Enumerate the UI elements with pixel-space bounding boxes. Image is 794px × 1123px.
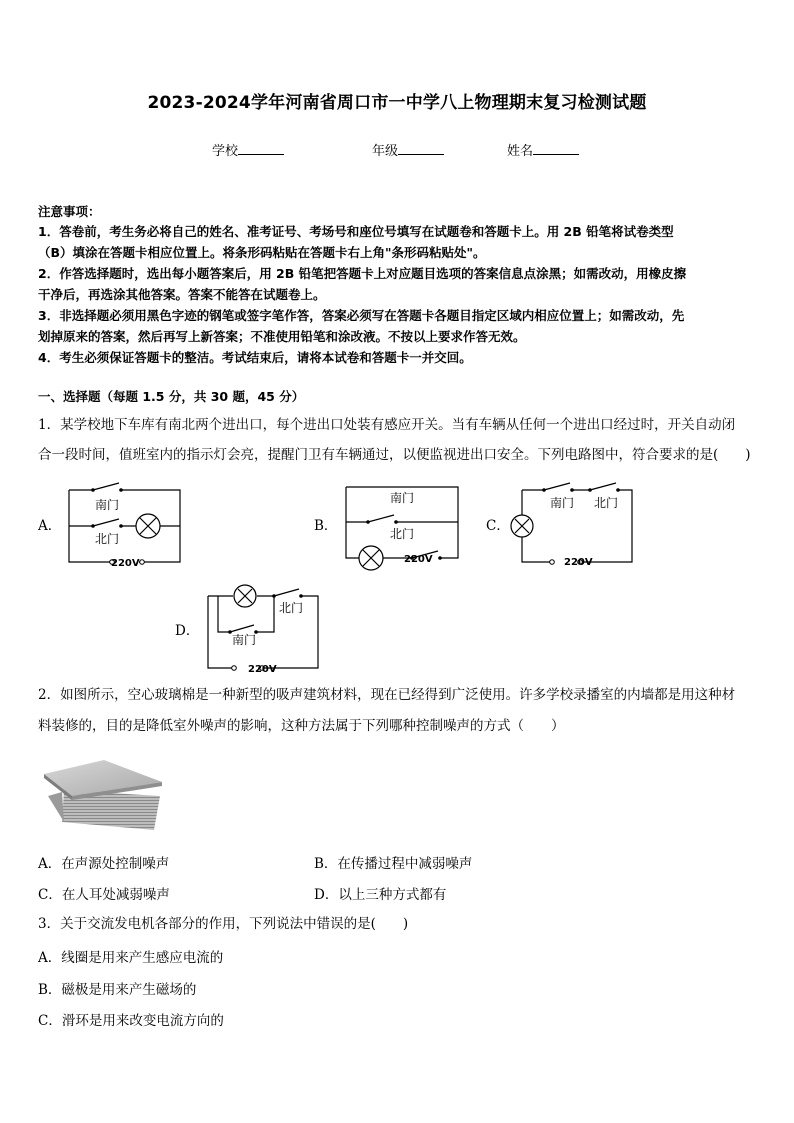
q2-option-b: B．在传播过程中减弱噪声 <box>314 856 473 872</box>
notice-line: （B）填涂在答题卡相应位置上。将条形码粘贴在答题卡右上角"条形码粘贴处"。 <box>38 245 486 260</box>
south-gate-label: 南门 <box>550 496 575 510</box>
notice-heading: 注意事项： <box>38 204 101 219</box>
voltage-label: 220V <box>564 557 593 568</box>
q2-option-c: C．在人耳处减弱噪声 <box>38 887 170 903</box>
south-gate-label: 南门 <box>232 633 257 647</box>
grade-blank <box>398 142 444 155</box>
q3-stem: 3．关于交流发电机各部分的作用，下列说法中错误的是( ) <box>38 916 409 932</box>
circuit-diagram-d <box>200 578 326 678</box>
q3-option-c: C．滑环是用来改变电流方向的 <box>38 1013 224 1029</box>
q1-option-b: B． <box>314 518 338 534</box>
name-label: 姓名 <box>507 144 534 159</box>
grade-field <box>372 140 444 159</box>
notice-line: 干净后，再选涂其他答案。答案不能答在试题卷上。 <box>38 287 326 302</box>
name-field <box>507 140 579 159</box>
circuit-diagram-a <box>62 480 192 572</box>
school-blank <box>238 142 284 155</box>
north-gate-label: 北门 <box>279 601 304 615</box>
voltage-label: 220V <box>404 554 433 565</box>
q2-stem-line: 料装修的，目的是降低室外噪声的影响，这种方法属于下列哪种控制噪声的方式（ ） <box>38 718 565 734</box>
school-field <box>212 140 284 159</box>
notice-line: 划掉原来的答案，然后再写上新答案；不准使用铅笔和涂改液。不按以上要求作答无效。 <box>38 329 526 344</box>
q2-option-d: D．以上三种方式都有 <box>314 887 447 903</box>
notice-line: 1．答卷前，考生务必将自己的姓名、准考证号、考场号和座位号填写在试题卷和答题卡上。用 2B 铅笔将试卷类型 <box>38 224 674 239</box>
name-blank <box>533 142 579 155</box>
q1-option-c: C． <box>486 518 510 534</box>
exam-title: 2023-2024学年河南省周口市一中学八上物理期末复习检测试题 <box>147 93 647 113</box>
north-gate-label: 北门 <box>95 532 120 546</box>
q1-option-d: D． <box>175 623 200 639</box>
notice-line: 4．考生必须保证答题卡的整洁。考试结束后，请将本试卷和答题卡一并交回。 <box>38 350 472 365</box>
section-heading: 一、选择题（每题 1.5 分，共 30 题，45 分） <box>38 389 305 404</box>
grade-label: 年级 <box>372 144 399 159</box>
circuit-diagram-c <box>508 480 636 572</box>
notice-line: 3．非选择题必须用黑色字迹的钢笔或签字笔作答，答案必须写在答题卡各题目指定区域内相应位置上；如需改动，先 <box>38 308 685 323</box>
north-gate-label: 北门 <box>594 496 619 510</box>
glass-wool-image <box>42 756 164 838</box>
notice-line: 2．作答选择题时，选出每小题答案后，用 2B 铅笔把答题卡上对应题目选项的答案信息点涂黑；如需改动，用橡皮擦 <box>38 266 687 281</box>
voltage-label: 220V <box>248 664 277 675</box>
q2-option-a: A．在声源处控制噪声 <box>38 856 170 872</box>
north-gate-label: 北门 <box>390 527 415 541</box>
q2-stem-line: 2．如图所示，空心玻璃棉是一种新型的吸声建筑材料，现在已经得到广泛使用。许多学校录播室的内墙都是用这种材 <box>38 687 736 703</box>
q3-option-b: B．磁极是用来产生磁场的 <box>38 982 197 998</box>
south-gate-label: 南门 <box>390 491 415 505</box>
circuit-diagram-b <box>338 480 466 580</box>
q3-option-a: A．线圈是用来产生感应电流的 <box>38 950 224 966</box>
q1-stem-line: 合一段时间，值班室内的指示灯会亮，提醒门卫有车辆通过，以便监视进出口安全。下列电路图中，符合要求的是( ) <box>38 447 751 463</box>
school-label: 学校 <box>212 144 239 159</box>
voltage-label: 220V <box>111 558 140 569</box>
q1-stem-line: 1．某学校地下车库有南北两个进出口，每个进出口处装有感应开关。当有车辆从任何一个进出口经过时，开关自动闭 <box>38 417 736 433</box>
q1-option-a: A． <box>38 518 62 534</box>
south-gate-label: 南门 <box>95 498 120 512</box>
